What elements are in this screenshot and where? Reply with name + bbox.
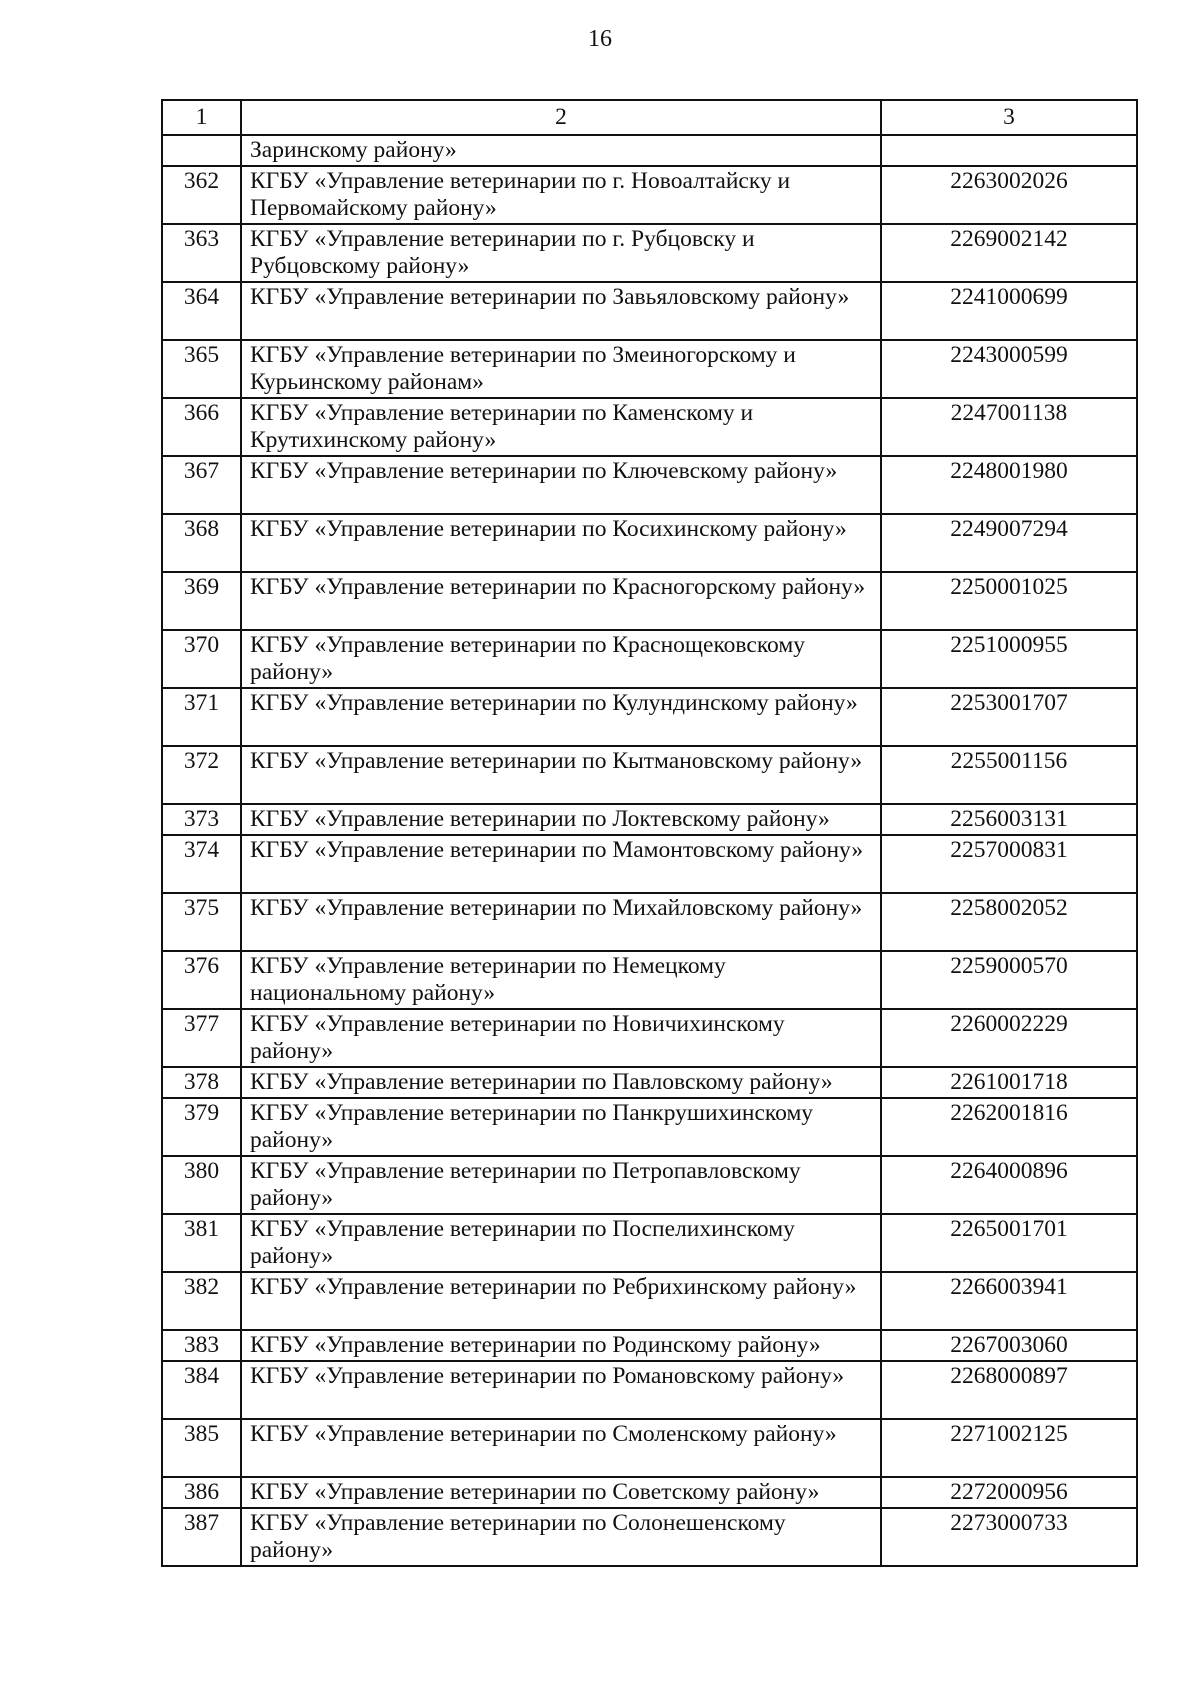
row-number-cell: 376 (162, 951, 241, 1009)
row-number-cell: 363 (162, 224, 241, 282)
row-name-cell: КГБУ «Управление ветеринарии по Поспелихинскому району» (241, 1214, 881, 1272)
table-row (162, 456, 1137, 514)
table-row (162, 224, 1137, 282)
table-body (162, 135, 1137, 1566)
row-number-cell: 377 (162, 1009, 241, 1067)
row-inn-cell: 2243000599 (881, 340, 1137, 398)
row-inn-cell: 2251000955 (881, 630, 1137, 688)
row-name-cell: КГБУ «Управление ветеринарии по Змеиногорскому и Курьинскому районам» (241, 340, 881, 398)
row-name-cell: КГБУ «Управление ветеринарии по Советскому району» (241, 1477, 881, 1508)
row-name-cell: КГБУ «Управление ветеринарии по Панкрушихинскому району» (241, 1098, 881, 1156)
row-inn-cell: 2260002229 (881, 1009, 1137, 1067)
page-number: 16 (588, 26, 612, 52)
table-row (162, 1330, 1137, 1361)
row-inn-cell: 2255001156 (881, 746, 1137, 804)
row-inn-cell: 2248001980 (881, 456, 1137, 514)
row-name-cell: КГБУ «Управление ветеринарии по Романовскому району» (241, 1361, 881, 1419)
row-number-cell: 386 (162, 1477, 241, 1508)
table-row (162, 1419, 1137, 1477)
continuation-row (162, 135, 1137, 166)
row-number-cell: 378 (162, 1067, 241, 1098)
row-inn-cell: 2263002026 (881, 166, 1137, 224)
row-number-cell: 384 (162, 1361, 241, 1419)
row-number-cell: 379 (162, 1098, 241, 1156)
continuation-inn-cell (881, 135, 1137, 166)
row-name-cell: КГБУ «Управление ветеринарии по Косихинскому району» (241, 514, 881, 572)
row-name-cell: КГБУ «Управление ветеринарии по г. Рубцовску и Рубцовскому району» (241, 224, 881, 282)
row-name-cell: КГБУ «Управление ветеринарии по Ключевскому району» (241, 456, 881, 514)
table-row (162, 804, 1137, 835)
row-inn-cell: 2250001025 (881, 572, 1137, 630)
row-name-cell: КГБУ «Управление ветеринарии по Павловскому району» (241, 1067, 881, 1098)
table-row (162, 398, 1137, 456)
row-number-cell: 362 (162, 166, 241, 224)
row-inn-cell: 2272000956 (881, 1477, 1137, 1508)
row-name-cell: КГБУ «Управление ветеринарии по Солонешенскому району» (241, 1508, 881, 1566)
column-header-number: 1 (162, 100, 241, 135)
table-row (162, 514, 1137, 572)
row-name-cell: КГБУ «Управление ветеринарии по г. Новоалтайску и Первомайскому району» (241, 166, 881, 224)
row-inn-cell: 2247001138 (881, 398, 1137, 456)
row-inn-cell: 2258002052 (881, 893, 1137, 951)
row-number-cell: 371 (162, 688, 241, 746)
table-row (162, 282, 1137, 340)
row-number-cell: 380 (162, 1156, 241, 1214)
row-name-cell: КГБУ «Управление ветеринарии по Михайловскому району» (241, 893, 881, 951)
row-inn-cell: 2273000733 (881, 1508, 1137, 1566)
row-name-cell: КГБУ «Управление ветеринарии по Кулундинскому району» (241, 688, 881, 746)
row-name-cell: КГБУ «Управление ветеринарии по Мамонтовскому району» (241, 835, 881, 893)
table-row (162, 688, 1137, 746)
row-name-cell: КГБУ «Управление ветеринарии по Локтевскому району» (241, 804, 881, 835)
row-inn-cell: 2265001701 (881, 1214, 1137, 1272)
row-number-cell: 369 (162, 572, 241, 630)
row-name-cell: КГБУ «Управление ветеринарии по Краснощековскому району» (241, 630, 881, 688)
row-inn-cell: 2262001816 (881, 1098, 1137, 1156)
row-number-cell: 372 (162, 746, 241, 804)
row-inn-cell: 2256003131 (881, 804, 1137, 835)
table-row (162, 1156, 1137, 1214)
table-row (162, 835, 1137, 893)
row-inn-cell: 2259000570 (881, 951, 1137, 1009)
row-name-cell: КГБУ «Управление ветеринарии по Петропавловскому району» (241, 1156, 881, 1214)
row-inn-cell: 2268000897 (881, 1361, 1137, 1419)
continuation-name-cell: Заринскому району» (241, 135, 881, 166)
row-inn-cell: 2241000699 (881, 282, 1137, 340)
table-row (162, 1508, 1137, 1566)
row-name-cell: КГБУ «Управление ветеринарии по Смоленскому району» (241, 1419, 881, 1477)
row-number-cell: 387 (162, 1508, 241, 1566)
table-row (162, 340, 1137, 398)
table-row (162, 630, 1137, 688)
row-name-cell: КГБУ «Управление ветеринарии по Кытмановскому району» (241, 746, 881, 804)
row-inn-cell: 2267003060 (881, 1330, 1137, 1361)
column-header-name: 2 (241, 100, 881, 135)
row-name-cell: КГБУ «Управление ветеринарии по Красногорскому району» (241, 572, 881, 630)
row-name-cell: КГБУ «Управление ветеринарии по Родинскому району» (241, 1330, 881, 1361)
row-name-cell: КГБУ «Управление ветеринарии по Новичихинскому району» (241, 1009, 881, 1067)
row-inn-cell: 2269002142 (881, 224, 1137, 282)
table-row (162, 1214, 1137, 1272)
row-number-cell: 366 (162, 398, 241, 456)
organizations-table (161, 99, 1138, 1567)
table-row (162, 951, 1137, 1009)
row-number-cell: 374 (162, 835, 241, 893)
row-inn-cell: 2264000896 (881, 1156, 1137, 1214)
row-number-cell: 370 (162, 630, 241, 688)
row-inn-cell: 2253001707 (881, 688, 1137, 746)
row-number-cell: 383 (162, 1330, 241, 1361)
row-inn-cell: 2271002125 (881, 1419, 1137, 1477)
row-inn-cell: 2257000831 (881, 835, 1137, 893)
row-number-cell: 368 (162, 514, 241, 572)
row-inn-cell: 2261001718 (881, 1067, 1137, 1098)
row-number-cell: 365 (162, 340, 241, 398)
row-number-cell: 364 (162, 282, 241, 340)
row-number-cell: 373 (162, 804, 241, 835)
column-header-inn: 3 (881, 100, 1137, 135)
continuation-number-cell (162, 135, 241, 166)
row-name-cell: КГБУ «Управление ветеринарии по Завьяловскому району» (241, 282, 881, 340)
table-row (162, 1272, 1137, 1330)
table-row (162, 893, 1137, 951)
table-row (162, 746, 1137, 804)
table-row (162, 1361, 1137, 1419)
table-row (162, 166, 1137, 224)
table-row (162, 1009, 1137, 1067)
table-row (162, 572, 1137, 630)
row-inn-cell: 2266003941 (881, 1272, 1137, 1330)
row-name-cell: КГБУ «Управление ветеринарии по Каменскому и Крутихинскому району» (241, 398, 881, 456)
table-row (162, 1098, 1137, 1156)
row-number-cell: 381 (162, 1214, 241, 1272)
row-number-cell: 385 (162, 1419, 241, 1477)
row-number-cell: 367 (162, 456, 241, 514)
row-number-cell: 382 (162, 1272, 241, 1330)
table-row (162, 1067, 1137, 1098)
row-number-cell: 375 (162, 893, 241, 951)
row-inn-cell: 2249007294 (881, 514, 1137, 572)
table-row (162, 1477, 1137, 1508)
table-header-row (162, 100, 1137, 135)
row-name-cell: КГБУ «Управление ветеринарии по Ребрихинскому району» (241, 1272, 881, 1330)
row-name-cell: КГБУ «Управление ветеринарии по Немецкому национальному району» (241, 951, 881, 1009)
